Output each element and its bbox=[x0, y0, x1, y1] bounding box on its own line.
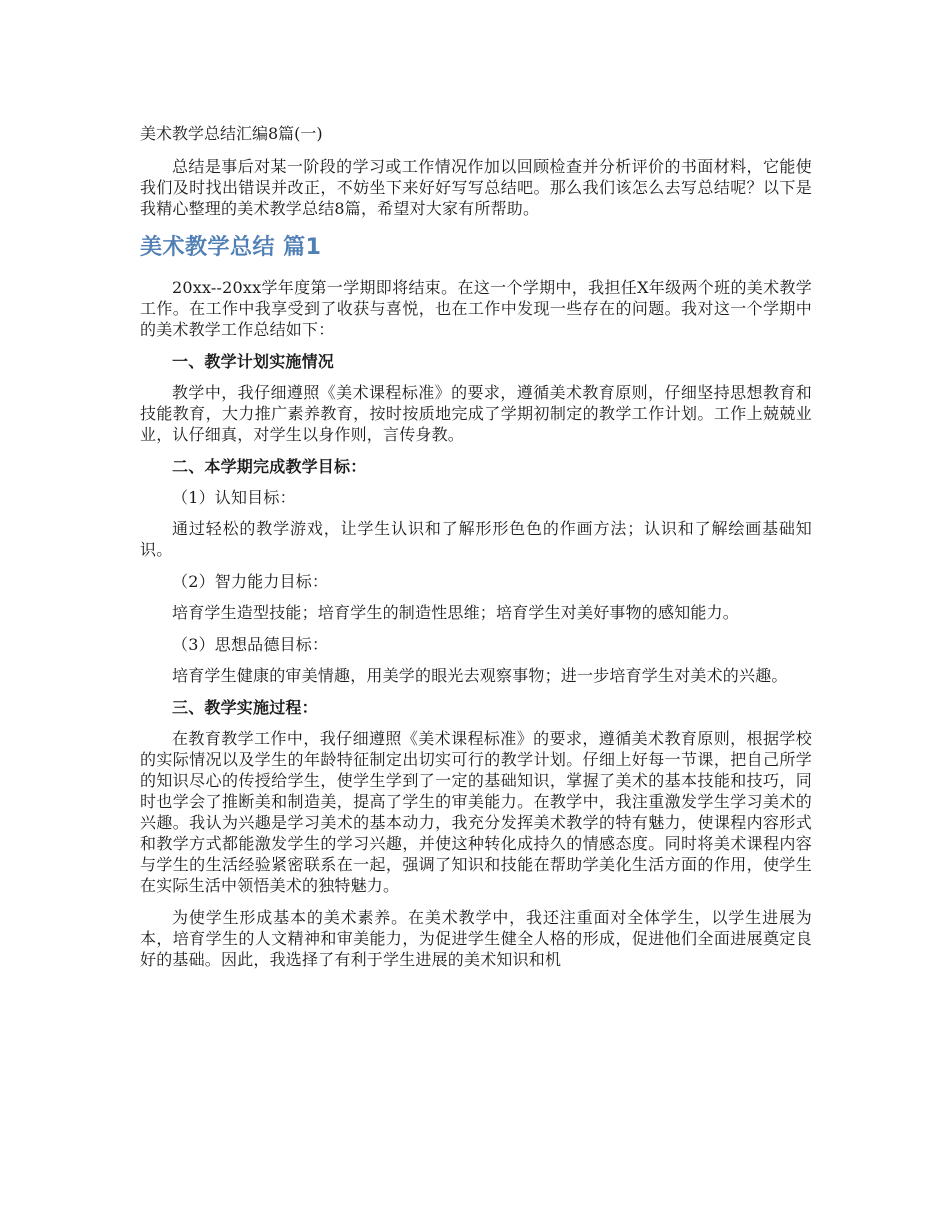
goal-cognitive-label: （1）认知目标： bbox=[172, 488, 296, 507]
subheading-plan: 一、教学计划实施情况 bbox=[172, 352, 335, 371]
goal-moral-text: 培育学生健康的审美情趣，用美学的眼光去观察事物；进一步培育学生对美术的兴趣。 bbox=[172, 666, 788, 685]
paragraph-opening: 20xx--20xx学年度第一学期即将结束。在这一个学期中，我担任X年级两个班的美术教学工作。在工作中我享受到了收获与喜悦，也在工作中发现一些存在的问题。我对这一个学期中的美术教学工作总结如下： bbox=[140, 278, 812, 339]
paragraph-process: 在教育教学工作中，我仔细遵照《美术课程标准》的要求，遵循美术教育原则，根据学校的实际情况以及学生的年龄特征制定出切实可行的教学计划。仔细上好每一节课，把自己所学的知识尽心的传授给学生，使学生学到了一定的基础知识，掌握了美术的基本技能和技巧，同时也学会了推断美和制造美，提高了学生的审美能力。在教学中，我注重激发学生学习美术的兴趣。我认为兴趣是学习美术的基本动力，我充分发挥美术教学的特有魅力，使课程内容形式和教学方式都能激发学生的学习兴趣，并使这种转化成持久的情感态度。同时将美术课程内容与学生的生活经验紧密联系在一起，强调了知识和技能在帮助学美化生活方面的作用，使学生在实际生活中领悟美术的独特魅力。 bbox=[140, 729, 812, 895]
paragraph-literacy: 为使学生形成基本的美术素养。在美术教学中，我还注重面对全体学生，以学生进展为本，培育学生的人文精神和审美能力，为促进学生健全人格的形成，促进他们全面进展奠定良好的基础。因此，我选择了有利于学生进展的美术知识和机 bbox=[140, 908, 812, 969]
goal-intellect-label: （2）智力能力目标： bbox=[172, 572, 329, 591]
intro-paragraph: 总结是事后对某一阶段的学习或工作情况作加以回顾检查并分析评价的书面材料，它能使我们及时找出错误并改正，不妨坐下来好好写写总结吧。那么我们该怎么去写总结呢？以下是我精心整理的美术教学总结8篇，希望对大家有所帮助。 bbox=[140, 157, 812, 218]
goal-moral-label: （3）思想品德目标： bbox=[172, 635, 329, 654]
goal-cognitive-text: 通过轻松的教学游戏，让学生认识和了解形形色色的作画方法；认识和了解绘画基础知识。 bbox=[140, 519, 812, 559]
paragraph-plan: 教学中，我仔细遵照《美术课程标准》的要求，遵循美术教育原则，仔细坚持思想教育和技能教育，大力推广素养教育，按时按质地完成了学期初制定的教学工作计划。工作上兢兢业业，认仔细真，对学生以身作则，言传身教。 bbox=[140, 383, 812, 444]
subheading-goals: 二、本学期完成教学目标： bbox=[172, 457, 367, 476]
document-page bbox=[140, 122, 812, 981]
section-heading: 美术教学总结 篇1 bbox=[140, 235, 322, 260]
goal-intellect-text: 培育学生造型技能；培育学生的制造性思维；培育学生对美好事物的感知能力。 bbox=[172, 603, 740, 622]
document-title: 美术教学总结汇编8篇(一) bbox=[140, 124, 323, 143]
subheading-process: 三、教学实施过程： bbox=[172, 698, 318, 717]
